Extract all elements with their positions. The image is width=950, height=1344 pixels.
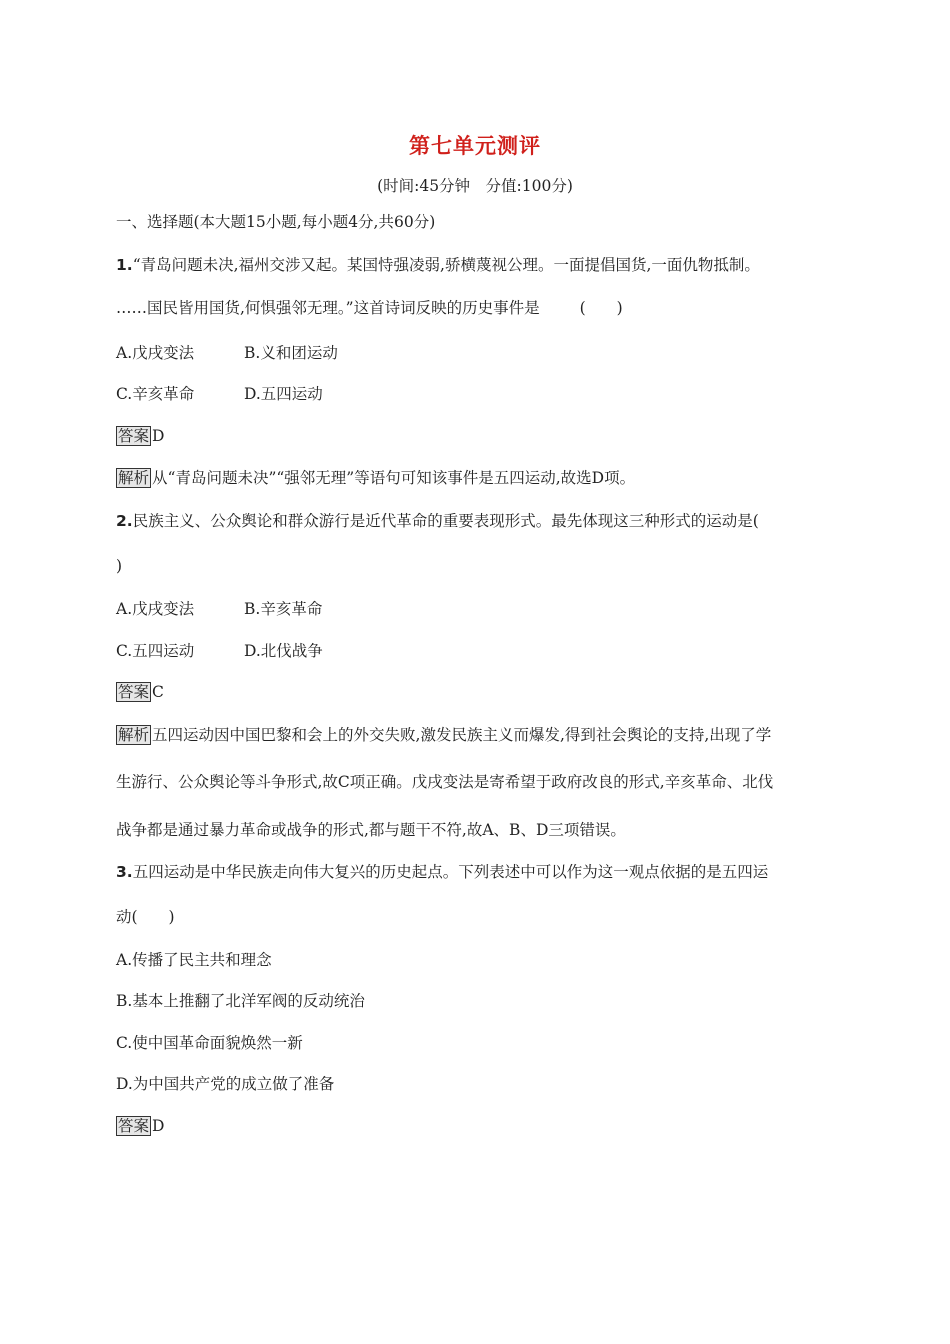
question-2-analysis-1	[116, 725, 771, 745]
question-3-number: 3.	[116, 863, 133, 881]
question-2-option-a: A.戊戌变法	[116, 600, 195, 618]
question-3-answer-value: D	[152, 1117, 165, 1135]
question-1-line-1	[116, 255, 760, 275]
question-3-line-1	[116, 862, 768, 882]
question-1-option-a: A.戊戌变法	[116, 344, 195, 362]
question-2-option-c: C.五四运动	[116, 642, 195, 660]
section-heading: 一、选择题(本大题15小题,每小题4分,共60分)	[116, 213, 436, 231]
question-2-analysis-text-1: 五四运动因中国巴黎和会上的外交失败,激发民族主义而爆发,得到社会舆论的支持,出现了学	[152, 726, 772, 744]
question-3-text-1: 五四运动是中华民族走向伟大复兴的历史起点。下列表述中可以作为这一观点依据的是五四运	[132, 863, 769, 881]
question-1-text-1: “青岛问题未决,福州交涉又起。某国恃强凌弱,骄横蔑视公理。一面提倡国货,一面仇物抵制。	[132, 256, 760, 274]
question-2-line-1	[116, 511, 759, 531]
question-2-answer	[116, 682, 164, 702]
question-1-option-c: C.辛亥革命	[116, 385, 195, 403]
question-1-answer-value: D	[152, 427, 165, 445]
question-1-analysis-text: 从“青岛问题未决”“强邻无理”等语句可知该事件是五四运动,故选D项。	[152, 469, 636, 487]
analysis-tag: 解析	[118, 469, 150, 487]
question-3-option-a: A.传播了民主共和理念	[116, 951, 272, 969]
question-1-paren: ( )	[579, 299, 623, 317]
question-3-option-c: C.使中国革命面貌焕然一新	[116, 1034, 303, 1052]
question-3-option-b: B.基本上推翻了北洋军阀的反动统治	[116, 992, 365, 1010]
question-2-options-cd	[116, 641, 323, 661]
question-1-option-b: B.义和团运动	[244, 344, 338, 362]
answer-tag: 答案	[118, 427, 150, 445]
question-2-answer-value: C	[152, 683, 164, 701]
question-3-answer	[116, 1116, 164, 1136]
answer-tag: 答案	[118, 1117, 150, 1135]
question-2-line-2: )	[116, 557, 123, 575]
page-title: 第七单元测评	[409, 134, 541, 158]
question-1-options-cd	[116, 384, 323, 404]
question-1-options-ab	[116, 343, 338, 363]
answer-tag: 答案	[118, 683, 150, 701]
question-2-options-ab	[116, 599, 323, 619]
page-subtitle: (时间:45分钟 分值:100分)	[377, 177, 573, 195]
question-1-option-d: D.五四运动	[244, 385, 323, 403]
question-1-number: 1.	[116, 256, 133, 274]
question-2-text-1: 民族主义、公众舆论和群众游行是近代革命的重要表现形式。最先体现这三种形式的运动是(	[132, 512, 759, 530]
question-1-line-2	[116, 298, 623, 318]
question-2-number: 2.	[116, 512, 133, 530]
question-2-option-d: D.北伐战争	[244, 642, 323, 660]
question-3-option-d: D.为中国共产党的成立做了准备	[116, 1075, 335, 1093]
question-2-option-b: B.辛亥革命	[244, 600, 323, 618]
question-1-analysis	[116, 468, 635, 488]
question-2-analysis-2: 生游行、公众舆论等斗争形式,故C项正确。戊戌变法是寄希望于政府改良的形式,辛亥革命、北伐	[116, 773, 774, 791]
analysis-tag: 解析	[118, 726, 150, 744]
question-1-answer	[116, 426, 164, 446]
question-2-analysis-3: 战争都是通过暴力革命或战争的形式,都与题干不符,故A、B、D三项错误。	[116, 821, 626, 839]
question-1-text-2: ……国民皆用国货,何惧强邻无理。”这首诗词反映的历史事件是	[116, 299, 540, 317]
question-3-line-2: 动( )	[116, 908, 175, 926]
